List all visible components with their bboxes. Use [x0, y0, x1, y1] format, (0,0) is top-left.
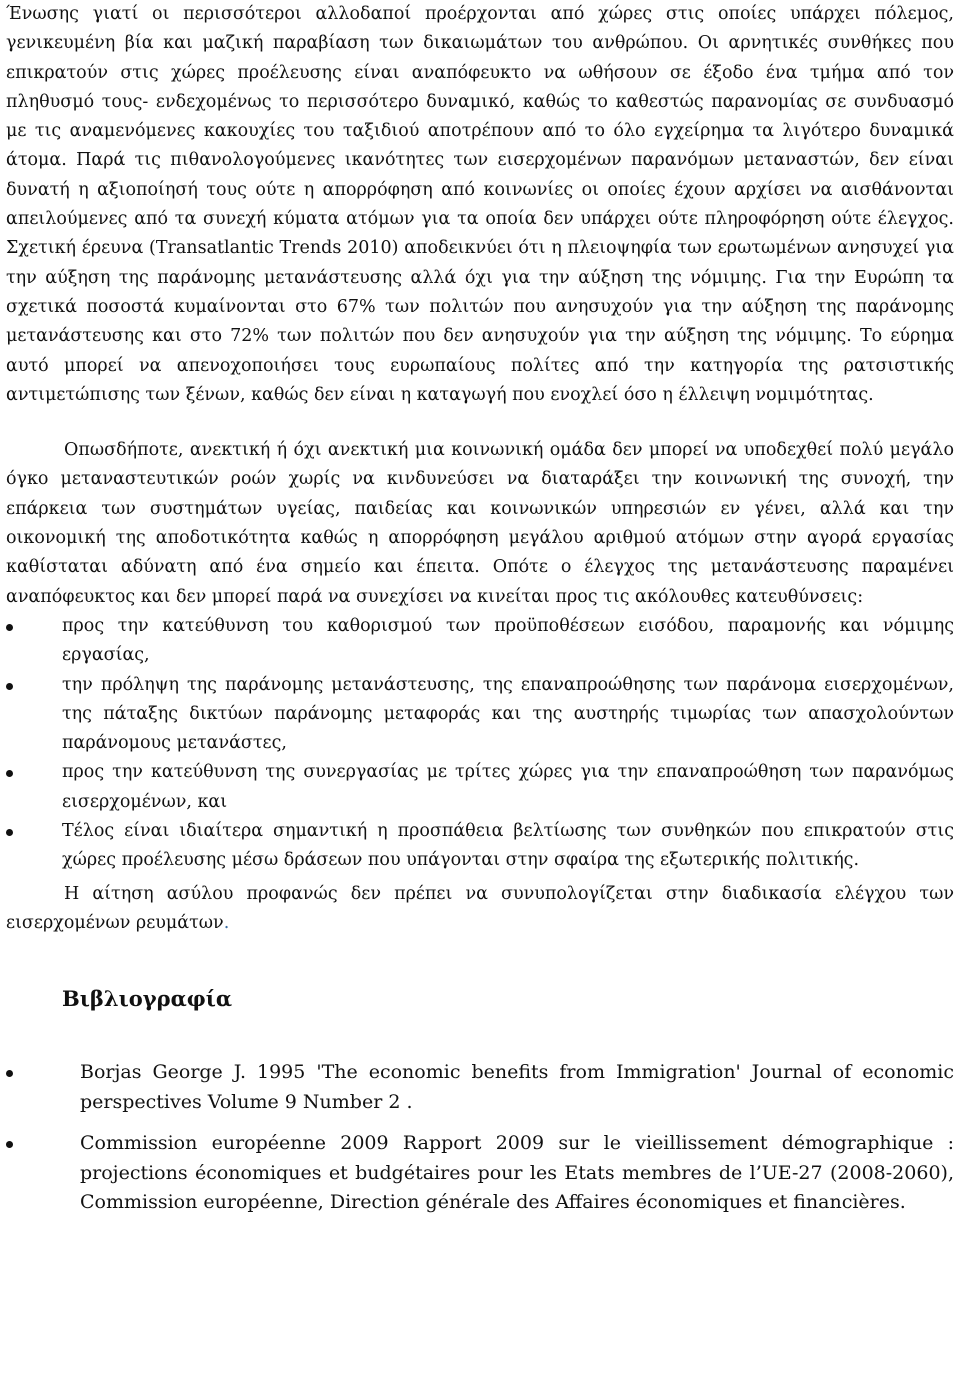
- body-paragraph-2: Οπωσδήποτε, ανεκτική ή όχι ανεκτική μια κοινωνική ομάδα δεν μπορεί να υποδεχθεί πολύ μεγάλο όγκο μεταναστευτικών ροών χωρίς να κινδυνεύσει να διαταράξει την κοινωνική της συνοχή, την επάρκεια των συστημάτων υγείας, παιδείας και κοινωνικών υπηρεσιών εν γένει, αλλά και την οικονομική της αποδοτικότητα καθώς η απορρόφηση μεγάλου αριθμού ατόμων στην αγορά εργασίας καθίσταται αδύνατη από ένα σημείο και έπειτα. Οπότε ο έλεγχος της μετανάστευσης παραμένει αναπόφευκτος και δεν μπορεί παρά να συνεχίσει να κινείται προς τις ακόλουθες κατευθύνσεις:: [6, 440, 954, 607]
- document-page: [6, 0, 954, 1230]
- closing-period: .: [223, 912, 230, 933]
- list-item: [6, 612, 954, 671]
- body-paragraph-3: [6, 880, 954, 939]
- reference-item: [6, 1129, 954, 1218]
- list-item-text: προς την κατεύθυνση της συνεργασίας με τρίτες χώρες για την επαναπροώθηση των παρανόμως εισερχομένων, και: [62, 762, 954, 812]
- reference-text: Commission européenne 2009 Rapport 2009 sur le vieillissement démographique : projections économiques et budgétaires pour les Etats membres de l’UE-27 (2008-2060), Commission européenne, Direction générale des Affaires économiques et financières.: [80, 1132, 954, 1214]
- list-item-text: προς την κατεύθυνση του καθορισμού των προϋποθέσεων εισόδου, παραμονής και νόμιμης εργασίας,: [62, 615, 954, 666]
- bullet-icon: [6, 683, 13, 690]
- list-item: [6, 817, 954, 876]
- bullet-icon: [6, 829, 13, 836]
- list-item: [6, 758, 954, 817]
- list-item-text: Τέλος είναι ιδιαίτερα σημαντική η προσπάθεια βελτίωσης των συνθηκών που επικρατούν στις χώρες προέλευσης μέσω δράσεων που υπάγονται στην σφαίρα της εξωτερικής πολιτικής.: [62, 821, 954, 871]
- reference-item: [6, 1058, 954, 1117]
- bullet-icon: [6, 770, 13, 777]
- reference-text: Borjas George J. 1995 'The economic benefits from Immigration' Journal of economic perspectives Volume 9 Number 2 .: [80, 1061, 954, 1113]
- bullet-icon: [6, 1141, 13, 1148]
- list-item: [6, 671, 954, 759]
- bibliography-heading: Βιβλιογραφία: [62, 986, 233, 1012]
- asylum-sentence: Η αίτηση ασύλου προφανώς δεν πρέπει να συνυπολογίζεται στην διαδικασία ελέγχου των εισερχομένων ρευμάτων: [6, 883, 954, 933]
- list-item-text: την πρόληψη της παράνομης μετανάστευσης, της επαναπροώθησης των παράνομα εισερχομένων, της πάταξης δικτύων παράνομης μεταφοράς και της αυστηρής τιμωρίας των απασχολούντων παράνομους μετανάστες,: [62, 674, 954, 754]
- bullet-icon: [6, 1070, 13, 1077]
- body-paragraph-1: Ένωσης γιατί οι περισσότεροι αλλοδαποί προέρχονται από χώρες στις οποίες υπάρχει πόλεμος, γενικευμένη βία και μαζική παραβίαση των δικαιωμάτων του ανθρώπου. Οι αρνητικές συνθήκες που επικρατούν στις χώρες προέλευσης είναι αναπόφευκτο να ωθήσουν σε έξοδο ένα τμήμα από τον πληθυσμό τους- ενδεχομένως το περισσότερο δυναμικό, καθώς το καθεστώς παρανομίας σε συνδυασμό με τις αναμενόμενες κακουχίες του ταξιδιού αποτρέπουν από το όλο εγχείρημα τα λιγότερο δυναμικά άτομα. Παρά τις πιθανολογούμενες ικανότητες των εισερχομένων παρανόμων μεταναστών, δεν είναι δυνατή η αξιοποίησή τους ούτε η απορρόφηση από κοινωνίες οι οποίες έχουν αρχίσει να αισθάνονται απειλούμενες από τα συνεχή κύματα ατόμων για τα οποία δεν υπάρχει ούτε πληροφόρηση ούτε έλεγχος. Σχετική έρευνα (Transatlantic Trends 2010) αποδεικνύει ότι η πλειοψηφία των ερωτωμένων ανησυχεί για την αύξηση της παράνομης μετανάστευσης αλλά όχι για την αύξηση της νόμιμης. Για την Ευρώπη τα σχετικά ποσοστά κυμαίνονται στο 67% των πολιτών που ανησυχούν για την αύξηση της παράνομης μετανάστευσης και στο 72% των πολιτών που δεν ανησυχούν για την αύξηση της νόμιμης. Το εύρημα αυτό μπορεί να απενοχοποιήσει τους ευρωπαίους πολίτες από την κατηγορία της ρατσιστικής αντιμετώπισης των ξένων, καθώς δεν είναι η καταγωγή που ενοχλεί όσο η έλλειψη νομιμότητας.: [6, 4, 954, 405]
- bullet-icon: [6, 624, 13, 631]
- directions-list: [6, 612, 954, 876]
- reference-list: [6, 1058, 954, 1218]
